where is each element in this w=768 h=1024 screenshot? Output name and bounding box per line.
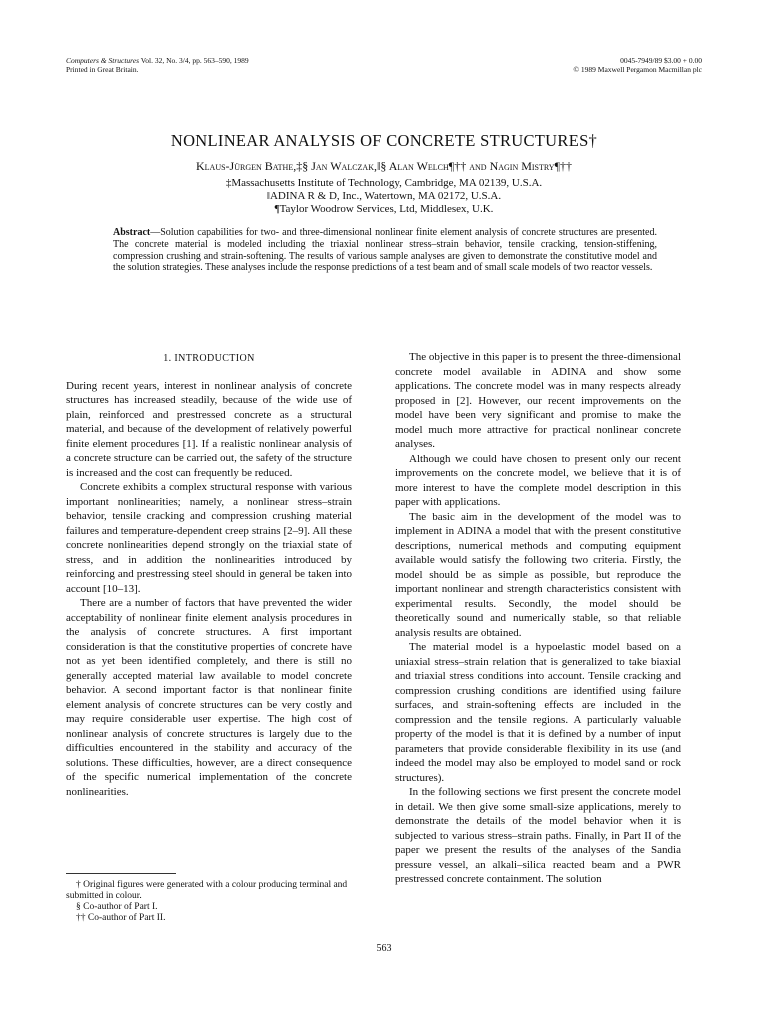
right-column bbox=[395, 350, 681, 887]
footnotes bbox=[66, 880, 352, 924]
paragraph: In the following sections we first present the concrete model in detail. We then give some small-size applications, merely to demonstrate the details of the model behavior when it is subjected to various stress–strain paths. Finally, in Part II of the paper we present the results of the analyses of the Sandia pressure vessel, an alkali–silica reacted beam and a PWR prestressed concrete containment. The solution bbox=[395, 786, 681, 885]
journal-header-left bbox=[66, 56, 366, 74]
abstract-text: —Solution capabilities for two- and three-dimensional nonlinear finite element analysis of concrete structures are presented. The concrete material is modeled including the triaxial nonlinear stress–strain behavior, tensile cracking, tension-stiffening, compression crushing and strain-softening. The results of various sample analyses are given to demonstrate the constitutive model and the solution strategies. These analyses include the response predictions of a test beam and of small scale models of two reactor vessels. bbox=[113, 227, 657, 274]
paper-title: NONLINEAR ANALYSIS OF CONCRETE STRUCTURES† bbox=[170, 131, 598, 150]
affiliations bbox=[66, 177, 702, 216]
paragraph: Although we could have chosen to present only our recent improvements on the concrete model, we believe that it is of more interest to have the complete model description in this paper with applications. bbox=[395, 452, 681, 508]
paragraph: The basic aim in the development of the model was to implement in ADINA a model that with the present constitutive descriptions, numerical methods and computing equipment available would satisfy the following two criteria. Firstly, the model should be as simple as possible, but reproduce the important nonlinear and strength characteristics consistent with experimental results. Secondly, the model should be theoretically sound and numerically stable, so that reliable analysis results are obtained. bbox=[395, 510, 681, 639]
paragraph: Concrete exhibits a complex structural response with various important nonlinearities; namely, a nonlinear stress–strain behavior, tensile cracking and compression crushing material failures and temperature-dependent creep strains [2–9]. All these concrete nonlinearities depend strongly on the triaxial state of stress, and in addition the nonlinearities introduced by reinforcing and prestressing steel should in general be taken into account [10–13]. bbox=[66, 481, 352, 595]
abstract bbox=[113, 227, 657, 274]
affiliation-taylor-woodrow: ¶Taylor Woodrow Services, Ltd, Middlesex, U.K. bbox=[274, 203, 494, 215]
issn-code: 0045-7949/89 $3.00 + 0.00 bbox=[620, 56, 702, 65]
paragraph: During recent years, interest in nonlinear analysis of concrete structures has increased steadily, because of the wide use of plain, reinforced and prestressed concrete as a structural material, and because of the development of relatively powerful finite element procedures [1]. If a realistic nonlinear analysis of a concrete structure can be carried out, the safety of the structure is increased and the cost can frequently be reduced. bbox=[66, 379, 352, 479]
affiliation-mit: ‡Massachusetts Institute of Technology, Cambridge, MA 02139, U.S.A. bbox=[225, 177, 543, 189]
footnote: § Co-author of Part I. bbox=[76, 902, 158, 912]
left-column bbox=[66, 350, 352, 799]
footnote: †† Co-author of Part II. bbox=[76, 913, 166, 923]
paragraph: The objective in this paper is to present the three-dimensional concrete model available in ADINA and show some applications. The concrete model was in many respects already proposed in [2]. However, our recent improvements on the model have been very significant and promise to make the model much more attractive for practical nonlinear concrete analyses. bbox=[395, 351, 681, 450]
page-number: 563 bbox=[376, 943, 392, 954]
footnote-divider bbox=[66, 873, 176, 874]
author-list: Klaus-Jürgen Bathe,‡§ Jan Walczak,‖§ Alan Welch¶†† and Nagin Mistry¶†† bbox=[195, 159, 573, 173]
copyright-line: © 1989 Maxwell Pergamon Macmillan plc bbox=[573, 65, 702, 74]
paragraph: The material model is a hypoelastic model based on a uniaxial stress–strain relation that is generalized to take biaxial and triaxial stress conditions into account. Tensile cracking and compression crushing conditions are identified using failure surfaces, and strain-softening effects are included in the compression and the tensile regions. A particularly valuable property of the model is that it is defined by a number of input parameters that provide considerable flexibility in its use (and indeed the model may also be employed to model sand or rock structures). bbox=[395, 641, 681, 784]
journal-header-right bbox=[442, 56, 702, 74]
abstract-label: Abstract bbox=[113, 227, 151, 238]
paragraph: There are a number of factors that have prevented the wider acceptability of nonlinear finite element analysis procedures in the analysis of concrete structures. A first important consideration is that the constitutive properties of concrete have not as yet been identified completely, and there is still no generally accepted material law available to model concrete behavior. A second important factor is that nonlinear finite element analysis of concrete structures can be very costly and may require considerable user expertise. The high cost of nonlinear analysis of concrete structures is largely due to the difficulties encountered in the stability and accuracy of the solutions. These difficulties, however, are a direct consequence of the specific numerical implementation of the concrete nonlinearities. bbox=[66, 597, 352, 798]
journal-name: Computers & Structures bbox=[66, 56, 140, 65]
affiliation-adina: ‖ADINA R & D, Inc., Watertown, MA 02172, U.S.A. bbox=[266, 190, 502, 202]
journal-citation: Vol. 32, No. 3/4, pp. 563–590, 1989 bbox=[139, 56, 249, 65]
section-heading: 1. INTRODUCTION bbox=[163, 353, 255, 364]
footnote: † Original figures were generated with a colour producing terminal and submitted in colour. bbox=[66, 880, 348, 901]
printed-note: Printed in Great Britain. bbox=[66, 65, 139, 74]
